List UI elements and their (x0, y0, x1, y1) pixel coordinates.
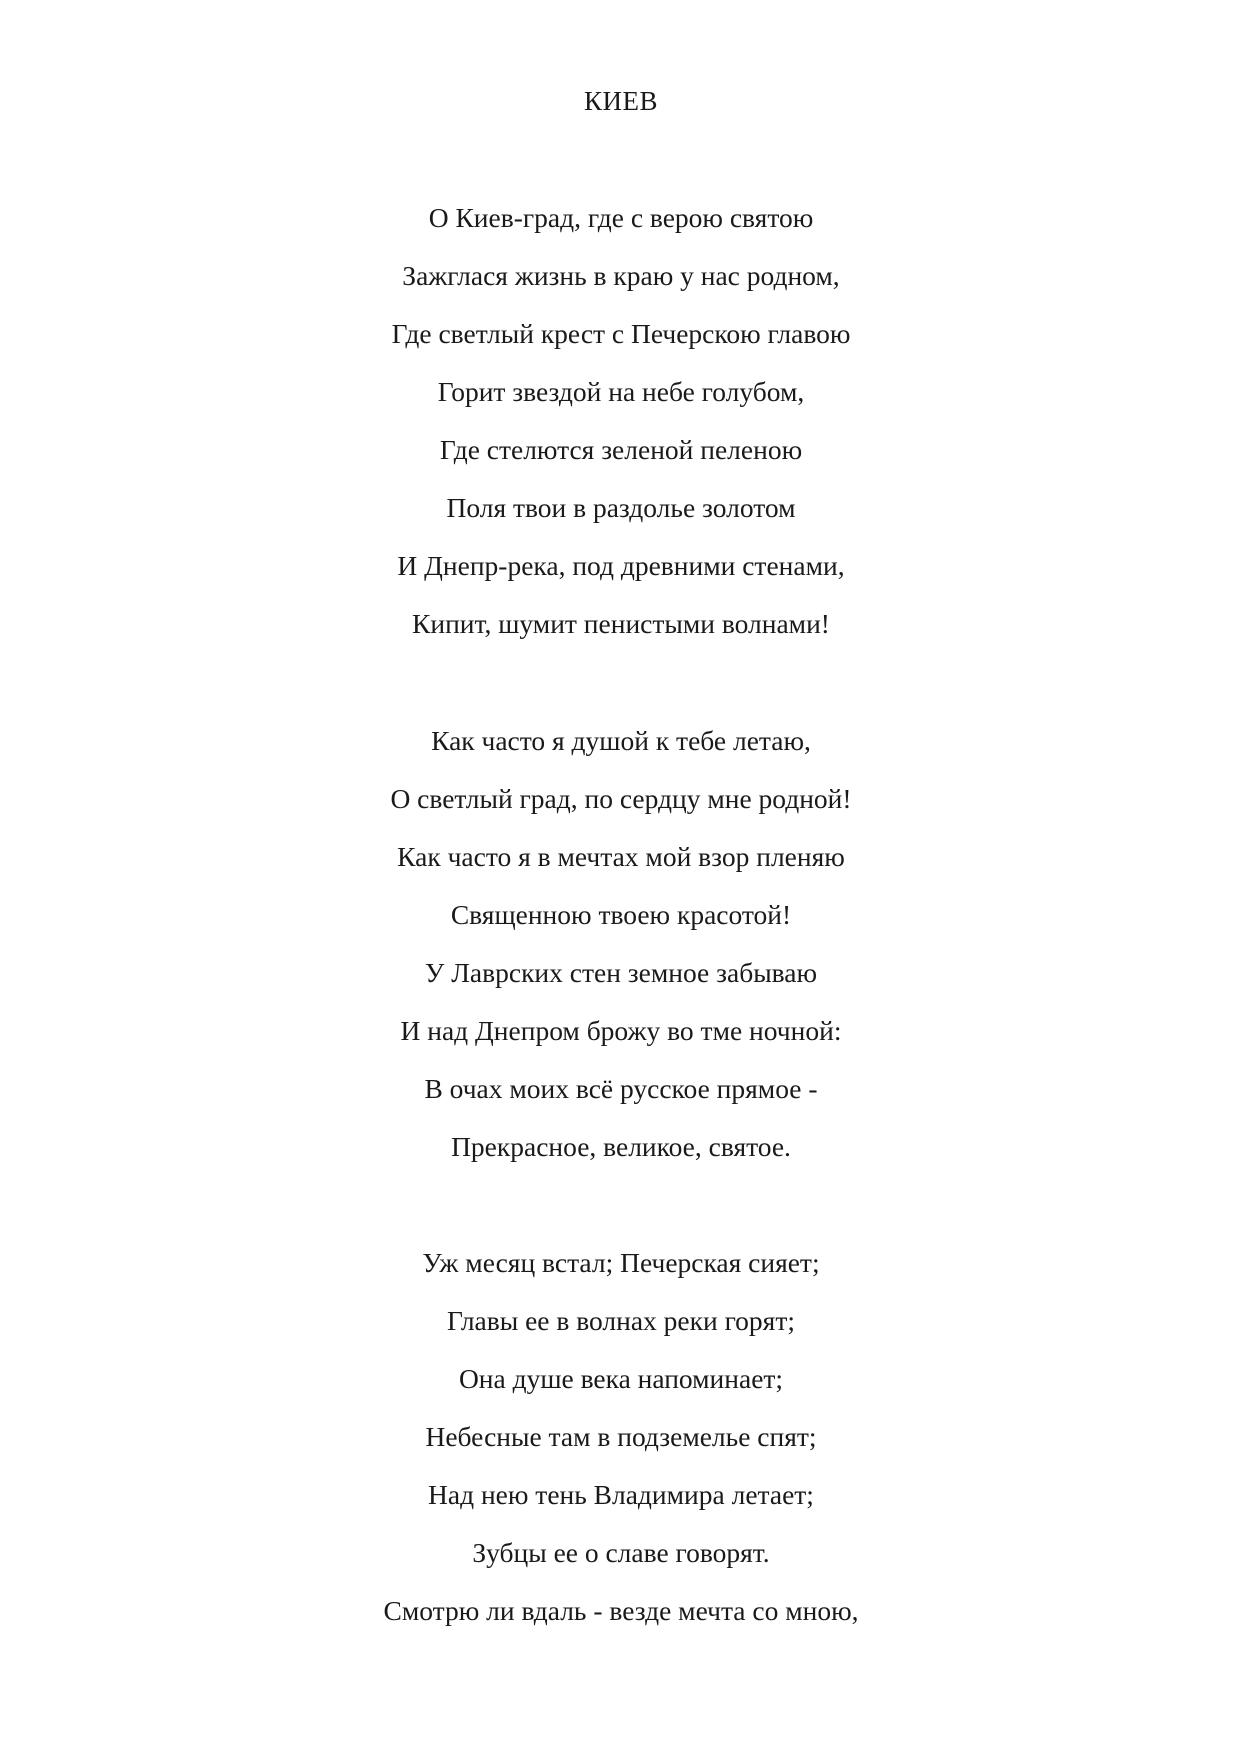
poem-line: Небесные там в подземелье спят; (425, 1421, 817, 1452)
poem-line: О Киев-град, где с верою святою (428, 202, 814, 233)
poem-line: И над Днепром брожу во тме ночной: (400, 1015, 842, 1046)
poem-line: Зажглася жизнь в краю у нас родном, (402, 260, 840, 291)
poem-line: Прекрасное, великое, святое. (451, 1131, 791, 1162)
poem-line: Уж месяц встал; Печерская сияет; (422, 1247, 820, 1278)
poem-line: Зубцы ее о славе говорят. (472, 1537, 770, 1568)
poem-line: В очах моих всё русское прямое - (424, 1073, 818, 1104)
poem-line: Поля твои в раздолье золотом (446, 492, 796, 523)
poem-line: О светлый град, по сердцу мне родной! (390, 783, 852, 814)
stanza-2 (0, 712, 1242, 1176)
poem-line: Как часто я в мечтах мой взор пленяю (397, 841, 845, 872)
poem-line: Главы ее в волнах реки горят; (446, 1305, 795, 1336)
poem-line: Священною твоею красотой! (450, 899, 792, 930)
poem-line: Как часто я душой к тебе летаю, (431, 725, 811, 756)
poem-line: Где стелются зеленой пеленою (439, 434, 803, 465)
poem-title: КИЕВ (583, 86, 658, 116)
poem-line: Кипит, шумит пенистыми волнами! (412, 608, 830, 639)
poem-line: Над нею тень Владимира летает; (428, 1479, 814, 1510)
poem-line: У Лаврских стен земное забываю (424, 957, 818, 988)
stanza-3 (0, 1234, 1242, 1640)
poem-line: Горит звездой на небе голубом, (437, 376, 805, 407)
poem-line: Смотрю ли вдаль - везде мечта со мною, (383, 1595, 859, 1626)
poem-line: И Днепр-река, под древними стенами, (397, 550, 845, 581)
stanza-1 (0, 189, 1242, 653)
poem-line: Она душе века напоминает; (458, 1363, 784, 1394)
poem-line: Где светлый крест с Печерскою главою (391, 318, 851, 349)
